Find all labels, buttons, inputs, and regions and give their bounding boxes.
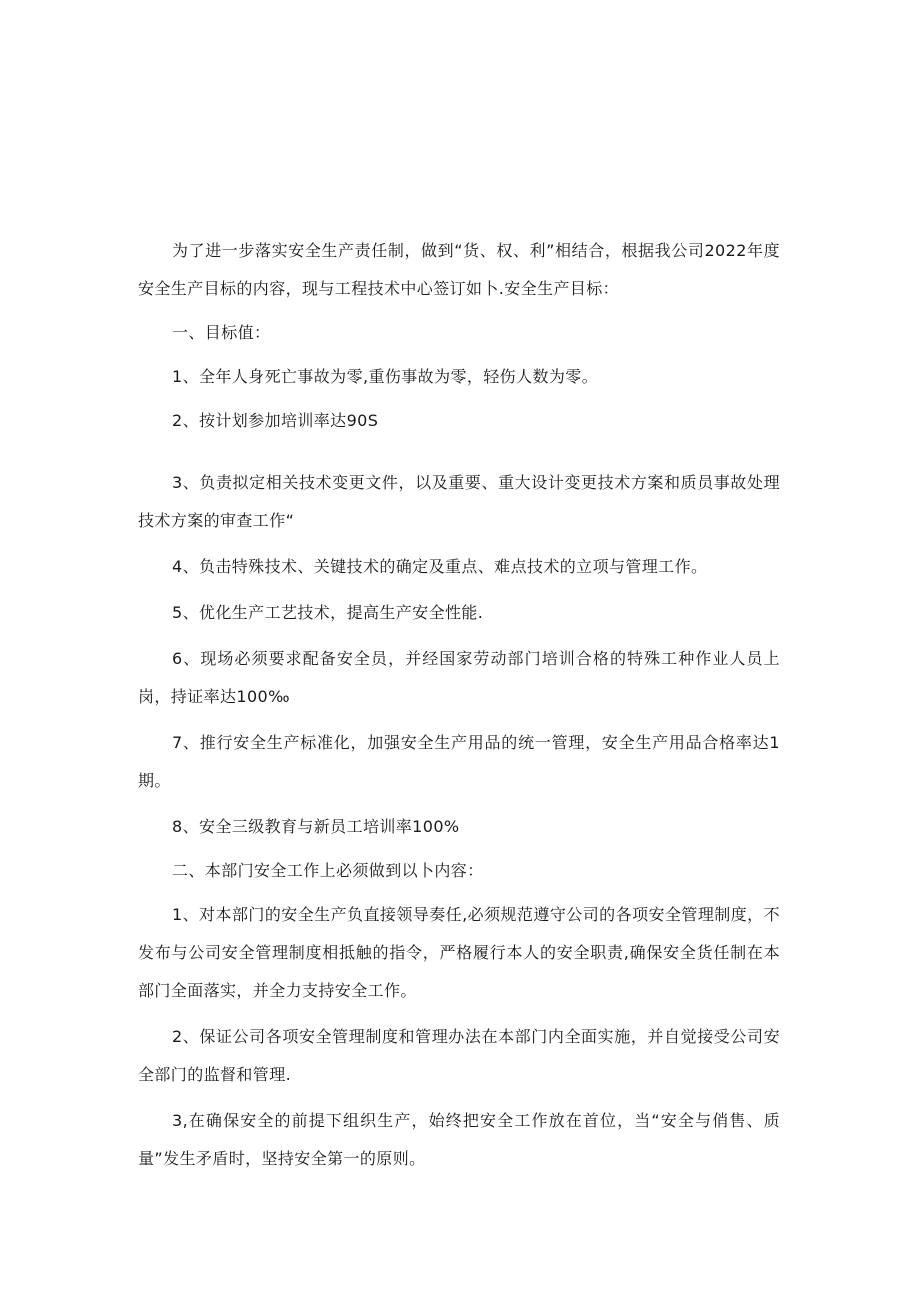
section-heading-duties: 二、本部门安全工作上必须做到以卜内容： xyxy=(172,861,484,880)
section-heading-targets: 一、目标值： xyxy=(172,323,271,342)
target-item-6: 6、现场必须要求配备安全员，并经国家劳动部门培训合格的特殊工种作业人员上岗，持证率达100‰ xyxy=(138,649,780,706)
duty-item-3: 3,在确保安全的前提下组织生产，始终把安全工作放在首位，当“安全与俏售、质量”发生矛盾时，坚持安全第一的原则。 xyxy=(138,1111,780,1168)
target-item-1: 1、全年人身死亡事故为零,重伤事故为零，轻伤人数为零。 xyxy=(172,367,599,386)
target-item-3: 3、负责拟定相关技术变更文件，以及重要、重大设计变更技术方案和质员事故处理技术方案的审查工作“ xyxy=(138,473,780,530)
target-item-8: 8、安全三级教育与新员工培训率100% xyxy=(172,817,460,836)
document-body xyxy=(138,232,780,1178)
duty-item-1: 1、对本部门的安全生产负直接领导奏任,必须规范遵守公司的各项安全管理制度，不发布与公司安全管理制度相抵触的指令，严格履行本人的安全职责,确保安全货任制在本部门全面落实，并全力支持安全工作。 xyxy=(138,905,780,1000)
target-item-4: 4、负击特殊技术、关键技术的确定及重点、难点技术的立项与管理工作。 xyxy=(172,557,708,576)
target-item-7: 7、推行安全生产标准化，加强安全生产用品的统一管理，安全生产用品合格率达1期。 xyxy=(138,733,780,790)
intro-paragraph: 为了进一步落实安全生产责任制，做到“货、权、利”相结合，根据我公司2022年度安全生产目标的内容，现与工程技术中心签订如卜.安全生产目标： xyxy=(138,241,780,298)
duty-item-2: 2、保证公司各项安全管理制度和管理办法在本部门内全面实施，并自觉接受公司安全部门的监督和管理. xyxy=(138,1027,780,1084)
target-item-5: 5、优化生产工艺技术，提高生产安全性能. xyxy=(172,603,484,622)
target-item-2: 2、按计划参加培训率达90S xyxy=(172,411,379,430)
